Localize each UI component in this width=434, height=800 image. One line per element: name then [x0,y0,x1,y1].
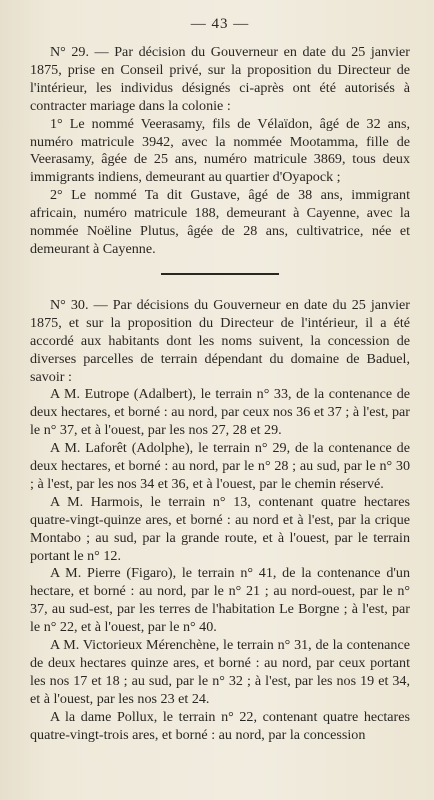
section-30-item-6: A la dame Pollux, le terrain n° 22, contenant quatre hectares quatre-vingt-trois ares, et borné : au nord, par la concession [30,708,410,743]
section-29-item-2: 2° Le nommé Ta dit Gustave, âgé de 38 ans, immigrant africain, numéro matricule 188, demeurant à Cayenne, avec la nommée Noëline Plutus, âgée de 28 ans, cultivatrice, née et demeurant à Cayenne. [30,187,410,257]
section-29-heading: N° 29. — Par décision du Gouverneur en date du 25 janvier 1875, prise en Conseil privé, sur la proposition du Directeur de l'intérieur, les individus désignés ci-après ont été autorisés à contracter mariage dans la colonie : [30,44,410,114]
section-30-item-3: A M. Harmois, le terrain n° 13, contenant quatre hectares quatre-vingt-quinze ares, et borné : au nord et à l'est, par la crique Montabo ; au sud, par la grande route, et à l'ouest, par le terrain portant le n° 12. [30,493,410,564]
page-number: — 43 — [190,16,250,32]
section-divider [161,273,279,275]
section-30-item-5: A M. Victorieux Mérenchène, le terrain n° 31, de la contenance de deux hectares quinze ares, et borné : au nord, par ceux portant les nos 17 et 18 ; au sud, par le n° 32 ; à l'est, par les nos 19 et 34, et à l'ouest, par les nos 23 et 24. [30,637,410,707]
section-30-item-2: A M. Laforêt (Adolphe), le terrain n° 29, de la contenance de deux hectares, et borné : au nord, par le n° 28 ; au sud, par le n° 30 ; à l'est, par les nos 34 et 36, et à l'ouest, par le chemin réservé. [30,440,410,492]
section-30-item-4: A M. Pierre (Figaro), le terrain n° 41, de la contenance d'un hectare, et borné : au nord, par le n° 21 ; au nord-ouest, par le n° 37, au sud-est, par les terres de l'habitation Le Borgne ; à l'est, par le n° 22, et à l'ouest, par le n° 40. [30,565,410,636]
section-29 [30,44,410,259]
section-30-item-1: A M. Eutrope (Adalbert), le terrain n° 33, de la contenance de deux hectares, et borné : au nord, par ceux nos 36 et 37 ; à l'est, par le n° 37, et à l'ouest, par les nos 27, 28 et 29. [30,386,410,439]
section-29-item-1: 1° Le nommé Veerasamy, fils de Vélaïdon, âgé de 32 ans, numéro matricule 3942, avec la nommée Mootamma, fille de Veerasamy, âgée de 25 ans, numéro matricule 3869, tous deux immigrants indiens, demeurant au quartier d'Oyapock ; [30,115,410,186]
section-30 [30,297,410,745]
section-30-heading: N° 30. — Par décisions du Gouverneur en date du 25 janvier 1875, et sur la proposition du Directeur de l'intérieur, il a été accordé aux habitants dont les noms suivent, la concession de diverses parcelles de terrain dépendant du domaine de Baduel, savoir : [30,296,410,385]
